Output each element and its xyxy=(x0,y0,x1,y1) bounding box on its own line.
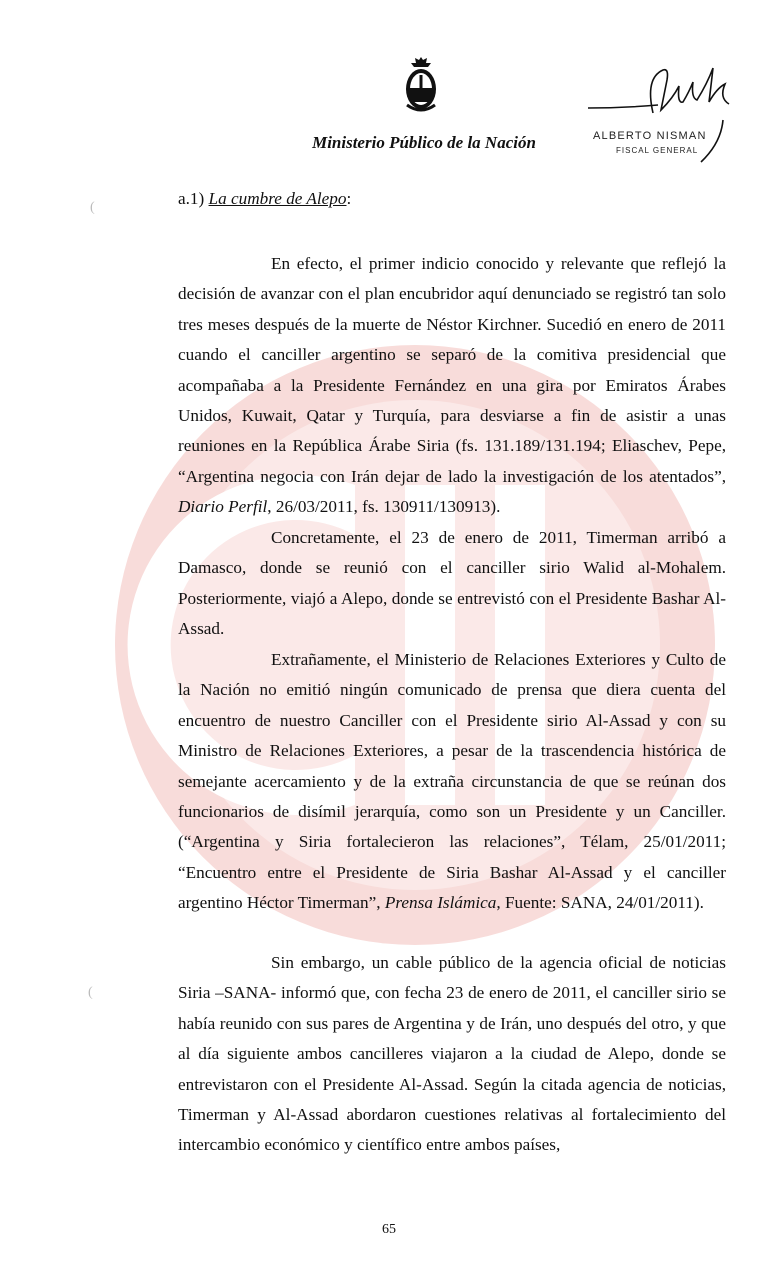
paragraph-1-body xyxy=(178,249,726,523)
paragraph-1-italic: Diario Perfil xyxy=(178,497,268,517)
margin-mark: ( xyxy=(90,200,95,215)
signature-name: ALBERTO NISMAN xyxy=(593,130,707,142)
paragraph-2 xyxy=(178,523,726,645)
paragraph-1-tail: , 26/03/2011, fs. 130911/130913). xyxy=(267,497,501,517)
paragraph-4 xyxy=(178,948,726,1161)
paragraph-3-text: Extrañamente, el Ministerio de Relaciones Exteriores y Culto de la Nación no emitió ningún comunicado de prensa que diera cuenta del encuentro de nuestro Canciller con el Presidente sirio Al-Assad y con su Ministro de Relaciones Exteriores, a pesar de la trascendencia histórica de semejante acercamiento y de la extraña circunstancia de que se reúnan dos funcionarios de disímil jerarquía, como son un Presidente y un Canciller. (“Argentina y Siria fortalecieron las relaciones”, Télam, 25/01/2011; “Encuentro entre el Presidente de Siria Bashar Al-Assad y el canciller argentino Héctor Timerman”, xyxy=(178,650,726,913)
page-number: 65 xyxy=(382,1222,396,1237)
paragraph-3-body xyxy=(178,645,726,919)
section-heading xyxy=(178,189,351,209)
ministry-title: Ministerio Público de la Nación xyxy=(312,133,536,152)
paragraph-3 xyxy=(178,645,726,919)
margin-mark: ( xyxy=(88,985,93,1000)
national-crest-icon xyxy=(403,55,439,115)
paragraph-2-text: Concretamente, el 23 de enero de 2011, Timerman arribó a Damasco, donde se reunió con el canciller sirio Walid al-Mohalem. Posteriormente, viajó a Alepo, donde se entrevistó con el Presidente Bashar Al-Assad. xyxy=(178,528,726,639)
paragraph-1 xyxy=(178,249,726,523)
section-prefix: a.1) xyxy=(178,189,205,208)
section-suffix: : xyxy=(346,189,352,208)
paragraph-3-tail: , Fuente: SANA, 24/01/2011). xyxy=(496,893,704,913)
paragraph-1-text: En efecto, el primer indicio conocido y relevante que reflejó la decisión de avanzar con el plan encubridor aquí denunciado se registró tan solo tres meses después de la muerte de Néstor Kirchner. Sucedió en enero de 2011 cuando el canciller argentino se separó de la comitiva presidencial que acompañaba a la Presidente Fernández en una gira por Emiratos Árabes Unidos, Kuwait, Qatar y Turquía, para desviarse a fin de asistir a unas reuniones en la República Árabe Siria (fs. 131.189/131.194; Eliaschev, Pepe, “Argentina negocia con Irán dejar de lado la investigación de los atentados”, xyxy=(178,254,726,486)
paragraph-3-italic: Prensa Islámica xyxy=(384,893,497,913)
paragraph-4-text: Sin embargo, un cable público de la agencia oficial de noticias Siria –SANA- informó que, con fecha 23 de enero de 2011, el canciller sirio se había reunido con sus pares de Argentina y de Irán, uno después del otro, y que al día siguiente ambos cancilleres viajaron a la ciudad de Alepo, donde se entrevistaron con el Presidente Al-Assad. Según la citada agencia de noticias, Timerman y Al-Assad abordaron cuestiones relativas al fortalecimiento del intercambio económico y científico entre ambos países, xyxy=(178,953,726,1155)
section-title: La cumbre de Alepo xyxy=(208,189,347,208)
signature-title: FISCAL GENERAL xyxy=(616,146,699,155)
signature-block xyxy=(583,58,743,168)
